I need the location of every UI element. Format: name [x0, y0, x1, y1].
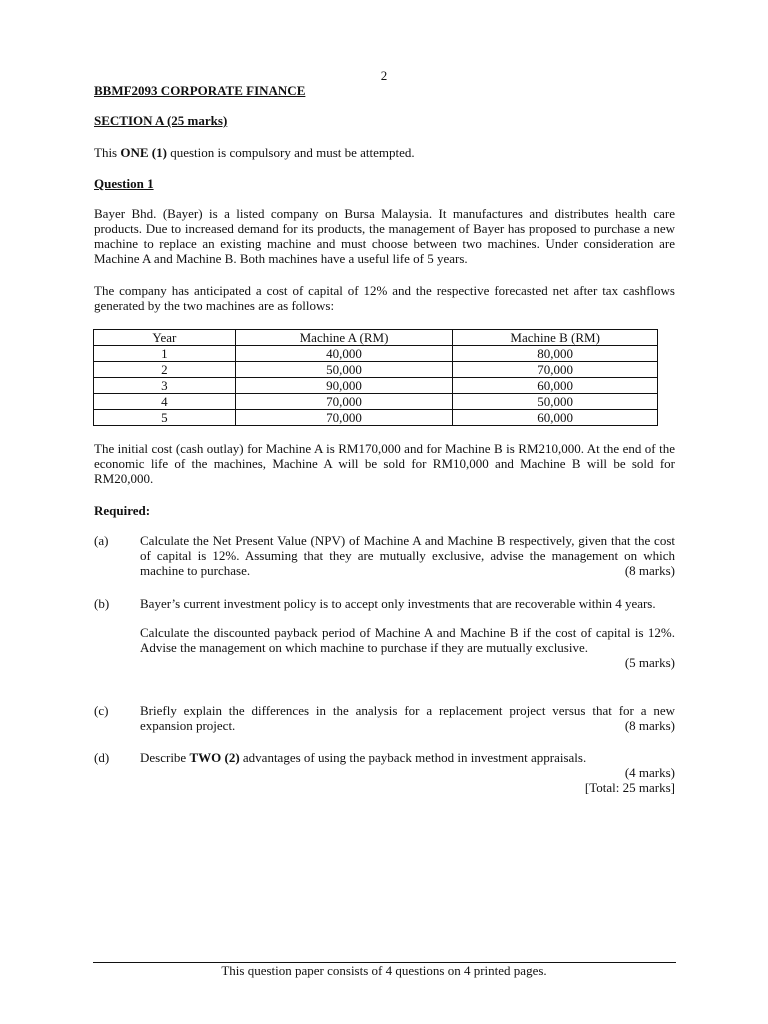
required-label: Required:	[94, 503, 151, 518]
question-label: (a)	[94, 533, 109, 548]
question-d-pre: Describe	[140, 750, 190, 765]
course-title: BBMF2093 CORPORATE FINANCE	[94, 83, 306, 98]
table-row	[94, 378, 658, 394]
question-c	[94, 703, 675, 733]
question-d-bold: TWO (2)	[189, 750, 240, 765]
table-cell: 90,000	[235, 378, 453, 394]
cashflow-table	[93, 329, 658, 426]
table-cell: 3	[94, 378, 236, 394]
instruction-pre: This	[94, 145, 121, 160]
table-header-cell: Machine B (RM)	[453, 330, 658, 346]
table-cell: 60,000	[453, 410, 658, 426]
intro-paragraph: Bayer Bhd. (Bayer) is a listed company on Bursa Malaysia. It manufactures and distributes health care products. Due to increased demand for its products, the management of Bayer has proposed to purchase a new machine to replace an existing machine and must choose between two machines. Under consideration are Machine A and Machine B. Both machines have a useful life of 5 years.	[94, 206, 675, 266]
footer-note: This question paper consists of 4 questions on 4 printed pages.	[221, 963, 547, 978]
table-cell: 80,000	[453, 346, 658, 362]
table-cell: 40,000	[235, 346, 453, 362]
table-row	[94, 394, 658, 410]
question-d	[94, 750, 675, 795]
marks: (5 marks)	[624, 655, 675, 670]
table-header-row	[94, 330, 658, 346]
question-c-text: Briefly explain the differences in the analysis for a replacement project versus that for a new expansion project.	[140, 703, 675, 733]
marks: (8 marks)	[624, 563, 675, 578]
table-row	[94, 362, 658, 378]
table-row	[94, 346, 658, 362]
table-cell: 1	[94, 346, 236, 362]
question-text	[140, 533, 675, 578]
question-d-post: advantages of using the payback method in investment appraisals.	[239, 750, 587, 765]
question-label: (d)	[94, 750, 110, 765]
instruction-post: question is compulsory and must be attempted.	[166, 145, 415, 160]
initial-cost-paragraph: The initial cost (cash outlay) for Machine A is RM170,000 and for Machine B is RM210,000. At the end of the economic life of the machines, Machine A will be sold for RM10,000 and Machine B will be sold for RM20,000.	[94, 441, 675, 486]
question-text	[140, 750, 675, 765]
question-text	[140, 703, 675, 733]
table-cell: 70,000	[235, 394, 453, 410]
instruction-bold: ONE (1)	[120, 145, 167, 160]
table-header-cell: Year	[94, 330, 236, 346]
table-cell: 4	[94, 394, 236, 410]
marks: (8 marks)	[624, 718, 675, 733]
question-a-text: Calculate the Net Present Value (NPV) of Machine A and Machine B respectively, given that the cost of capital is 12%. Assuming that they are mutually exclusive, advise the management on which machine to purchase.	[140, 533, 675, 578]
instruction	[94, 145, 415, 160]
total-marks: [Total: 25 marks]	[584, 780, 675, 795]
question-b	[94, 596, 675, 670]
table-cell: 2	[94, 362, 236, 378]
question-label: (b)	[94, 596, 110, 611]
cost-of-capital-paragraph: The company has anticipated a cost of capital of 12% and the respective forecasted net after tax cashflows generated by the two machines are as follows:	[94, 283, 675, 313]
table-header-cell: Machine A (RM)	[235, 330, 453, 346]
table-cell: 50,000	[453, 394, 658, 410]
table-cell: 70,000	[453, 362, 658, 378]
table-cell: 70,000	[235, 410, 453, 426]
question-b-task-text: Calculate the discounted payback period of Machine A and Machine B if the cost of capital is 12%. Advise the management on which machine to purchase if they are mutually exclusive.	[140, 625, 675, 655]
question-b-policy-text: Bayer’s current investment policy is to accept only investments that are recoverable within 4 years.	[140, 596, 656, 611]
section-heading: SECTION A (25 marks)	[94, 113, 228, 128]
marks: (4 marks)	[624, 765, 675, 780]
page-number: 2	[380, 68, 388, 83]
table-row	[94, 410, 658, 426]
table-cell: 5	[94, 410, 236, 426]
question-title: Question 1	[94, 176, 154, 191]
question-a	[94, 533, 675, 578]
table-cell: 50,000	[235, 362, 453, 378]
table-cell: 60,000	[453, 378, 658, 394]
question-label: (c)	[94, 703, 109, 718]
